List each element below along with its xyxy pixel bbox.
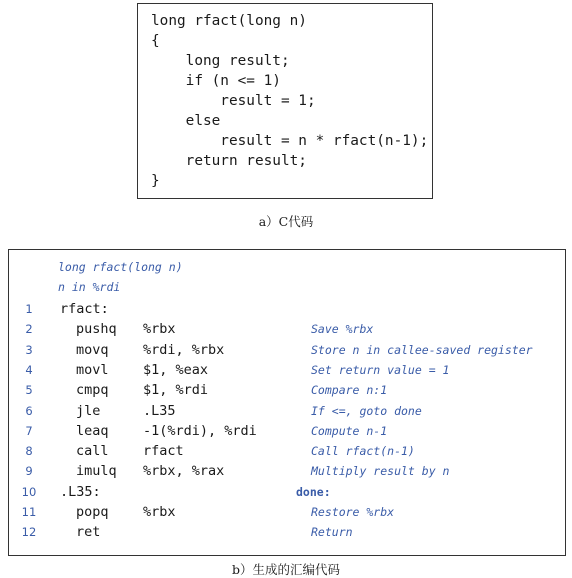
asm-operands: $1, %rdi: [143, 382, 209, 399]
asm-operands: %rdi, %rbx: [143, 341, 225, 358]
line-number: 1: [25, 302, 33, 316]
asm-operands: %rbx, %rax: [143, 463, 225, 480]
asm-instruction: cmpq: [76, 382, 109, 399]
line-number: 2: [25, 322, 33, 337]
asm-comment: Save %rbx: [311, 322, 374, 337]
c-code-line: result = n * rfact(n-1);: [151, 133, 429, 149]
asm-row: [0, 299, 572, 319]
c-code-line: long result;: [151, 53, 290, 69]
asm-row: [0, 380, 572, 400]
asm-instruction: leaq: [76, 422, 109, 439]
line-number: 7: [25, 423, 33, 438]
asm-row: [0, 401, 572, 421]
asm-comment: Compute n-1: [311, 423, 388, 438]
asm-comment: Return: [311, 525, 353, 540]
asm-row: [0, 421, 572, 441]
asm-instruction: popq: [76, 504, 109, 520]
line-number: 11: [21, 505, 37, 519]
asm-row: [0, 482, 572, 502]
asm-comment: Restore %rbx: [311, 505, 395, 519]
line-number: 12: [21, 525, 37, 540]
line-number: 10: [21, 484, 37, 499]
asm-done-label: done:: [296, 484, 331, 499]
asm-instruction: movq: [76, 341, 109, 358]
c-code-line: return result;: [151, 153, 307, 169]
c-code-line: long rfact(long n): [151, 13, 307, 29]
line-number: 8: [25, 444, 33, 459]
asm-row: [0, 522, 572, 542]
asm-instruction: jle: [76, 402, 101, 419]
asm-operands: %rbx: [143, 321, 176, 338]
line-number: 4: [25, 362, 33, 377]
asm-operands: %rbx: [143, 504, 176, 520]
c-code-line: if (n <= 1): [151, 73, 281, 89]
asm-header-register-note: n in %rdi: [58, 280, 121, 294]
c-code-line: {: [151, 33, 160, 49]
asm-row: [0, 319, 572, 339]
asm-operands: .L35: [143, 402, 176, 419]
asm-row: [0, 360, 572, 380]
asm-instruction: movl: [76, 361, 109, 378]
asm-operands: $1, %eax: [143, 361, 209, 378]
asm-comment: Call rfact(n-1): [311, 444, 415, 459]
asm-operands: -1(%rdi), %rdi: [143, 422, 257, 439]
asm-instruction: imulq: [76, 463, 117, 480]
c-code-line: else: [151, 113, 221, 129]
line-number: 9: [25, 464, 33, 479]
asm-comment: Store n in callee-saved register: [311, 342, 533, 357]
asm-comment: Set return value = 1: [311, 362, 450, 377]
asm-header-signature: long rfact(long n): [58, 260, 183, 274]
asm-instruction: ret: [76, 524, 101, 541]
asm-row: [0, 441, 572, 461]
c-code-line: }: [151, 173, 160, 189]
line-number: 5: [25, 383, 33, 398]
asm-comment: Compare n:1: [311, 383, 388, 398]
line-number: 3: [25, 342, 33, 357]
asm-instruction: call: [76, 443, 109, 460]
asm-operands: rfact: [143, 443, 184, 460]
asm-label: .L35:: [60, 483, 101, 500]
asm-instruction: pushq: [76, 321, 117, 338]
asm-comment: Multiply result by n: [311, 464, 450, 479]
caption-a: a）C代码: [258, 214, 314, 229]
line-number: 6: [25, 403, 33, 418]
asm-comment: If <=, goto done: [311, 403, 422, 418]
asm-label: rfact:: [60, 301, 109, 317]
asm-row: [0, 502, 572, 522]
c-code-line: result = 1;: [151, 93, 316, 109]
asm-row: [0, 340, 572, 360]
asm-row: [0, 461, 572, 481]
caption-b: b）生成的汇编代码: [231, 562, 340, 577]
